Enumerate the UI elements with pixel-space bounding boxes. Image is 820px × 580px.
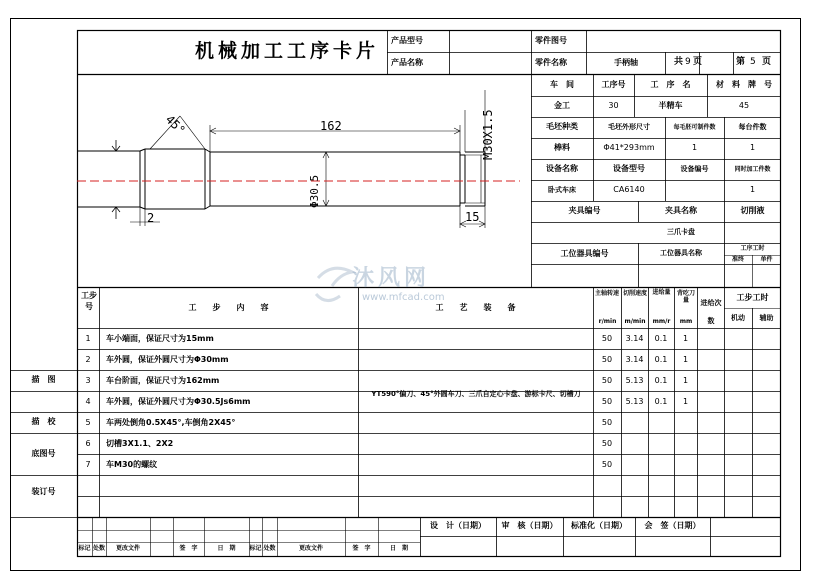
step-spindle-speed: 50 <box>601 418 613 427</box>
step-no: 7 <box>85 460 91 469</box>
footer-doc1: 更改文件 <box>115 545 140 552</box>
step-feed: 0.1 <box>654 397 668 406</box>
part-drawing <box>77 90 485 228</box>
step-spindle-speed: 50 <box>601 376 613 385</box>
feed-unit: mm/r <box>652 318 671 325</box>
step-depth: 1 <box>682 355 689 364</box>
op-no-label: 工序号 <box>601 80 626 89</box>
step-spindle-speed: 50 <box>601 355 613 364</box>
footer-standard: 标准化（日期） <box>571 521 627 530</box>
step-feed: 0.1 <box>654 334 668 343</box>
footer-date2: 日 期 <box>389 545 408 552</box>
step-content: 车台阶面，保证尺寸为162mm <box>106 376 220 385</box>
footer-sign1: 签 字 <box>179 545 198 552</box>
hours-header: 工步工时 <box>736 293 769 302</box>
step-content: 车外圆，保证外圆尺寸为Φ30mm <box>106 355 229 364</box>
equip-name-value: 卧式车床 <box>548 186 576 194</box>
spindle-header: 主轴转速 <box>594 290 619 297</box>
page-label: 第 <box>736 57 746 67</box>
fixture-name-value: 三爪卡盘 <box>667 228 695 236</box>
equipment-text: YT590°偏刀、45°外圆车刀、三爪自定心卡盘、游标卡尺、切槽刀 <box>371 390 581 398</box>
passes-header: 进给次数 <box>700 299 722 325</box>
footer-count1: 处数 <box>92 545 105 552</box>
side-check: 描 校 <box>31 417 56 426</box>
spindle-unit: r/min <box>598 318 617 325</box>
step-cut-speed: 5.13 <box>625 376 644 385</box>
step-spindle-speed: 50 <box>601 460 613 469</box>
footer-mark2: 标记 <box>249 545 262 552</box>
fixture-no-label: 夹具编号 <box>568 206 601 215</box>
material-label: 材 料 牌 号 <box>716 80 772 89</box>
side-trace: 描 图 <box>31 375 56 384</box>
step-no: 4 <box>85 397 91 406</box>
product-model-label: 产品型号 <box>391 36 423 45</box>
blank-pieces-value: 1 <box>691 143 698 152</box>
step-content: 切槽3X1.1、2X2 <box>106 439 174 448</box>
equipment-header: 工 艺 装 备 <box>435 303 516 312</box>
step-cut-speed: 5.13 <box>625 397 644 406</box>
step-content: 车小端面，保证尺寸为15mm <box>106 334 214 343</box>
op-name-label: 工 序 名 <box>650 80 691 89</box>
cut-speed-unit: m/min <box>624 318 646 325</box>
step-spindle-speed: 50 <box>601 397 613 406</box>
step-content: 车M30的螺纹 <box>106 460 158 469</box>
dim-162: 162 <box>320 119 342 133</box>
op-name-value: 半精车 <box>658 101 683 110</box>
step-no-header: 工步号 <box>81 291 97 311</box>
dim-d30: Φ30.5 <box>308 174 321 208</box>
station-name-label: 工位器具名称 <box>660 249 702 257</box>
step-no: 6 <box>85 439 91 448</box>
watermark-logo <box>316 268 352 300</box>
step-spindle-speed: 50 <box>601 334 613 343</box>
step-no: 2 <box>85 355 91 364</box>
step-content: 车外圆，保证外圆尺寸为Φ30.5Js6mm <box>106 397 251 406</box>
part-name-label: 零件名称 <box>535 58 567 67</box>
card-title: 机械加工工序卡片 <box>195 40 380 62</box>
total-label: 共 <box>674 57 684 67</box>
aux-header: 辅助 <box>759 314 774 322</box>
blank-type-label: 毛坯种类 <box>546 122 578 131</box>
step-content-header: 工 步 内 容 <box>188 303 269 312</box>
blank-size-value: Φ41*293mm <box>603 143 655 152</box>
footer-sign2: 签 字 <box>352 545 371 552</box>
machine-header: 机动 <box>731 314 745 322</box>
depth-header: 背吃刀量 <box>676 290 695 304</box>
blank-pieces-label: 每毛胚可制件数 <box>673 124 716 131</box>
simul-value: 1 <box>749 185 756 194</box>
footer-date1: 日 期 <box>217 545 236 552</box>
blank-size-label: 毛坯外形尺寸 <box>608 123 650 131</box>
op-no-value: 30 <box>608 101 619 110</box>
step-spindle-speed: 50 <box>601 439 613 448</box>
op-time-label: 工序工时 <box>740 245 765 252</box>
piece-label: 单件 <box>760 256 773 263</box>
coolant-label: 切削液 <box>740 206 765 215</box>
step-depth: 1 <box>682 397 689 406</box>
step-depth: 1 <box>682 376 689 385</box>
station-no-label: 工位器具编号 <box>560 249 609 258</box>
footer-doc2: 更改文件 <box>298 545 323 552</box>
part-name-value: 手柄轴 <box>614 58 638 67</box>
watermark-text: 沐风网 <box>352 266 431 291</box>
part-number-label: 零件图号 <box>535 36 567 45</box>
watermark-url: www.mfcad.com <box>362 292 445 303</box>
dim-15: 15 <box>465 210 480 224</box>
page-unit: 页 <box>762 57 772 67</box>
step-feed: 0.1 <box>654 355 668 364</box>
total-unit: 页 <box>693 57 703 67</box>
equip-no-label: 设备编号 <box>680 165 709 173</box>
equip-name-label: 设备名称 <box>546 164 578 173</box>
step-feed: 0.1 <box>654 376 668 385</box>
step-content: 车两处倒角0.5X45°,车倒角2X45° <box>106 418 236 427</box>
dim-45deg: 45° <box>162 112 189 138</box>
footer-design: 设 计（日期） <box>430 521 486 530</box>
simul-label: 同时加工件数 <box>734 166 771 173</box>
blank-type-value: 棒料 <box>554 143 570 152</box>
footer-mark1: 标记 <box>78 545 91 552</box>
step-depth: 1 <box>682 334 689 343</box>
dim-2: 2 <box>147 211 155 225</box>
feed-header: 进给量 <box>652 289 671 296</box>
dim-m30: M30X1.5 <box>481 109 495 160</box>
footer-review: 审 核（日期） <box>501 521 558 530</box>
step-no: 1 <box>85 334 91 343</box>
depth-unit: mm <box>679 318 693 325</box>
per-piece-label: 每台件数 <box>738 123 767 131</box>
step-no: 5 <box>85 418 91 427</box>
fixture-name-label: 夹具名称 <box>665 206 697 215</box>
side-bind-no: 装订号 <box>31 487 56 496</box>
workshop-value: 金工 <box>554 101 570 110</box>
equip-model-label: 设备型号 <box>613 164 645 173</box>
equip-model-value: CA6140 <box>613 185 645 194</box>
side-base-no: 底图号 <box>31 449 56 458</box>
step-cut-speed: 3.14 <box>625 355 644 364</box>
material-value: 45 <box>738 101 750 110</box>
step-no: 3 <box>85 376 91 385</box>
per-piece-value: 1 <box>749 143 756 152</box>
workshop-label: 车 间 <box>550 80 574 89</box>
footer-sign: 会 签（日期） <box>644 521 701 530</box>
cut-speed-header: 切削速度 <box>622 290 647 297</box>
step-cut-speed: 3.14 <box>625 334 644 343</box>
page-value: 5 <box>750 57 756 67</box>
quota-label: 准终 <box>731 256 744 263</box>
total-value: 9 <box>685 57 691 67</box>
footer-count2: 处数 <box>263 545 276 552</box>
product-name-label: 产品名称 <box>391 58 423 67</box>
